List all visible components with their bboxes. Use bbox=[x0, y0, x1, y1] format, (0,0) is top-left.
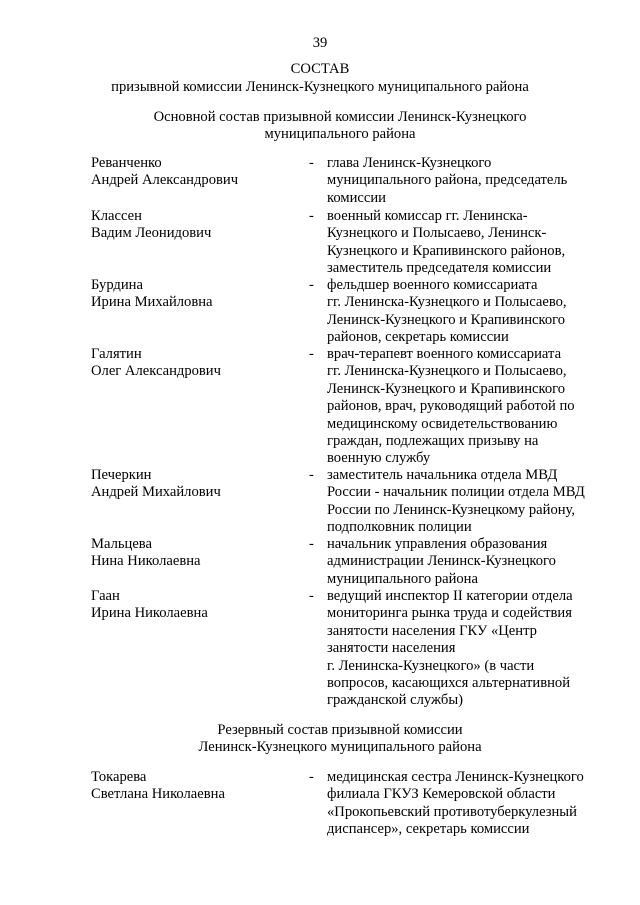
member-role-line: занятости населения bbox=[327, 640, 456, 657]
member-role-line: медицинская сестра Ленинск-Кузнецкого bbox=[327, 769, 584, 785]
member-role bbox=[327, 588, 617, 710]
member-role-line: муниципального района, председатель bbox=[327, 172, 568, 189]
member-role-line: администрации Ленинск-Кузнецкого bbox=[327, 553, 556, 570]
member-name bbox=[91, 769, 301, 804]
member-role-line: военный комиссар гг. Ленинска- bbox=[327, 208, 528, 224]
member-dash: - bbox=[309, 155, 314, 171]
member-role-line: медицинскому освидетельствованию bbox=[327, 415, 558, 432]
member-role-line: филиала ГКУЗ Кемеровской области bbox=[327, 786, 556, 803]
member-given-names: Ирина Михайловна bbox=[91, 294, 213, 311]
member-role bbox=[327, 467, 617, 537]
member-role-line: комиссии bbox=[327, 189, 386, 206]
member-given-names: Светлана Николаевна bbox=[91, 786, 225, 803]
member-role-line: военную службу bbox=[327, 450, 431, 467]
member-role-line: мониторинга рынка труда и содействия bbox=[327, 605, 572, 622]
member-surname: Бурдина bbox=[91, 277, 143, 293]
member-role-line: «Прокопьевский противотуберкулезный bbox=[327, 803, 577, 820]
member-role-line: гг. Ленинска-Кузнецкого и Полысаево, bbox=[327, 294, 567, 311]
member-role bbox=[327, 277, 617, 347]
document-title: СОСТАВ bbox=[290, 61, 350, 77]
member-role-line: глава Ленинск-Кузнецкого bbox=[327, 155, 492, 171]
member-role bbox=[327, 346, 617, 468]
member-surname: Классен bbox=[91, 208, 142, 224]
member-role-line: районов, секретарь комиссии bbox=[327, 329, 509, 346]
main-section-heading-line: Основной состав призывной комиссии Ленинск-Кузнецкого bbox=[153, 109, 527, 125]
member-role-line: вопросов, касающихся альтернативной bbox=[327, 675, 571, 692]
member-name bbox=[91, 588, 301, 623]
member-role-line: Ленинск-Кузнецкого и Крапивинского bbox=[327, 311, 566, 328]
reserve-section-heading bbox=[80, 722, 600, 757]
main-section-heading bbox=[80, 109, 600, 144]
member-role-line: начальник управления образования bbox=[327, 536, 548, 552]
member-role-line: России по Ленинск-Кузнецкому району, bbox=[327, 501, 576, 518]
member-dash: - bbox=[309, 277, 314, 293]
member-name bbox=[91, 208, 301, 243]
member-surname: Токарева bbox=[91, 769, 147, 785]
member-surname: Печеркин bbox=[91, 467, 152, 483]
member-role-line: Ленинск-Кузнецкого и Крапивинского bbox=[327, 380, 566, 397]
member-role-line: г. Ленинска-Кузнецкого» (в части bbox=[327, 657, 535, 674]
member-role-line: граждан, подлежащих призыву на bbox=[327, 433, 539, 450]
member-dash: - bbox=[309, 588, 314, 604]
member-given-names: Вадим Леонидович bbox=[91, 225, 212, 242]
reserve-section-heading-line: Резервный состав призывной комиссии bbox=[217, 722, 463, 738]
main-section-heading-line: муниципального района bbox=[264, 126, 416, 143]
document-subtitle: призывной комиссии Ленинск-Кузнецкого муниципального района bbox=[111, 79, 529, 95]
member-role-line: гражданской службы) bbox=[327, 692, 463, 709]
member-dash: - bbox=[309, 769, 314, 785]
member-role-line: России - начальник полиции отдела МВД bbox=[327, 484, 585, 501]
member-given-names: Олег Александрович bbox=[91, 363, 221, 380]
reserve-section-heading-line: Ленинск-Кузнецкого муниципального района bbox=[198, 739, 482, 756]
member-name bbox=[91, 467, 301, 502]
member-name bbox=[91, 346, 301, 381]
member-given-names: Ирина Николаевна bbox=[91, 605, 208, 622]
member-surname: Реванченко bbox=[91, 155, 162, 171]
member-role-line: Кузнецкого и Крапивинского районов, bbox=[327, 242, 566, 259]
member-surname: Галятин bbox=[91, 346, 142, 362]
member-role bbox=[327, 536, 617, 588]
member-dash: - bbox=[309, 536, 314, 552]
member-dash: - bbox=[309, 208, 314, 224]
member-given-names: Андрей Михайлович bbox=[91, 484, 221, 501]
member-given-names: Нина Николаевна bbox=[91, 553, 201, 570]
member-name bbox=[91, 155, 301, 190]
member-role-line: фельдшер военного комиссариата bbox=[327, 277, 538, 293]
member-role bbox=[327, 155, 617, 207]
member-role-line: ведущий инспектор II категории отдела bbox=[327, 588, 573, 604]
member-role-line: районов, врач, руководящий работой по bbox=[327, 398, 575, 415]
member-role-line: муниципального района bbox=[327, 570, 478, 587]
member-role-line: заместитель начальника отдела МВД bbox=[327, 467, 558, 483]
member-dash: - bbox=[309, 346, 314, 362]
member-role-line: гг. Ленинска-Кузнецкого и Полысаево, bbox=[327, 363, 567, 380]
page-number: 39 bbox=[312, 35, 328, 51]
member-role-line: заместитель председателя комиссии bbox=[327, 260, 552, 277]
member-surname: Гаан bbox=[91, 588, 120, 604]
member-name bbox=[91, 536, 301, 571]
member-role bbox=[327, 208, 617, 278]
member-surname: Мальцева bbox=[91, 536, 152, 552]
member-role-line: занятости населения ГКУ «Центр bbox=[327, 622, 537, 639]
member-role-line: диспансер», секретарь комиссии bbox=[327, 821, 530, 838]
member-role-line: подполковник полиции bbox=[327, 519, 472, 536]
member-role-line: врач-терапевт военного комиссариата bbox=[327, 346, 562, 362]
member-name bbox=[91, 277, 301, 312]
member-role-line: Кузнецкого и Полысаево, Ленинск- bbox=[327, 225, 547, 242]
member-given-names: Андрей Александрович bbox=[91, 172, 239, 189]
member-dash: - bbox=[309, 467, 314, 483]
member-role bbox=[327, 769, 617, 839]
